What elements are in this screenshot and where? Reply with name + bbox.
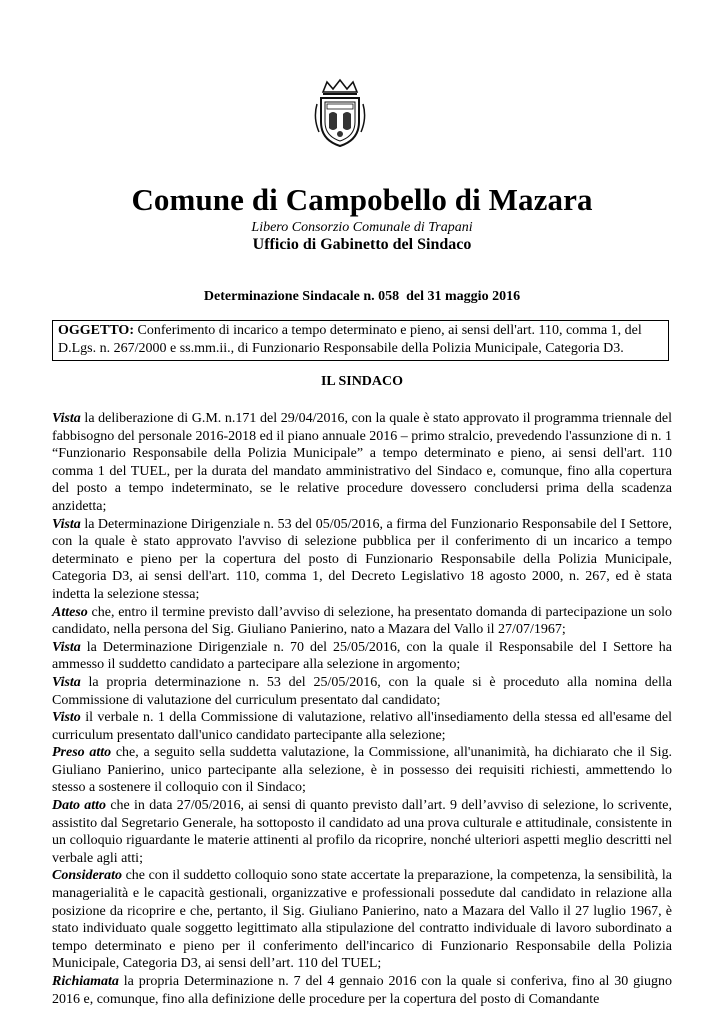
paragraph [52, 639, 672, 674]
consortium-subtitle: Libero Consorzio Comunale di Trapani [251, 220, 473, 235]
paragraph [52, 516, 672, 604]
paragraph-keyword: Preso atto [52, 745, 112, 761]
paragraph-keyword: Vista [52, 516, 81, 532]
subject-label: OGGETTO: [58, 323, 134, 338]
paragraph-text: il verbale n. 1 della Commissione di valutazione, relativo all'insediamento della stessa ed all'esame del curriculum presentato dall'unico candidato partecipante alla selezione; [52, 710, 672, 743]
paragraph [52, 410, 672, 516]
determination-reference: Determinazione Sindacale n. 058 del 31 maggio 2016 [203, 289, 521, 304]
municipality-title: Comune di Campobello di Mazara [131, 182, 593, 217]
document-body [52, 410, 672, 1008]
paragraph-text: la Determinazione Dirigenziale n. 53 del 05/05/2016, a firma del Funzionario Responsabile del I Settore, con la quale è stato approvato l'avviso di selezione pubblica per il conferimento di un incarico a tempo determinato e pieno per la copertura del posto di Funzionario Responsabile della Polizia Municipale, Categoria D3, ai sensi dell'art. 110, comma 1, del Decreto Legislativo 18 agosto 2000, n. 267, ed è stata indetta la selezione stessa; [52, 516, 672, 602]
paragraph [52, 709, 672, 744]
paragraph-text: la propria Determinazione n. 7 del 4 gennaio 2016 con la quale si conferiva, fino al 30 giugno 2016 e, comunque, fino alla definizione delle procedure per la copertura del posto di Comandante [52, 974, 672, 1007]
paragraph-keyword: Visto [52, 710, 81, 726]
paragraph [52, 973, 672, 1008]
paragraph-keyword: Vista [52, 674, 81, 690]
paragraph-keyword: Vista [52, 639, 81, 655]
section-heading: IL SINDACO [320, 374, 404, 389]
subject-box [52, 320, 669, 361]
paragraph-keyword: Atteso [52, 604, 88, 620]
paragraph [52, 674, 672, 709]
paragraph-text: che, a seguito sella suddetta valutazione, la Commissione, all'unanimità, ha dichiarato che il Sig. Giuliano Panierino, unico partecipante alla selezione, è in possesso dei requisiti richiesti, ammettendo lo stesso a sostenere il colloquio con il Sindaco; [52, 745, 672, 796]
municipal-crest-icon [313, 78, 367, 150]
paragraph-keyword: Richiamata [52, 974, 119, 989]
paragraph-keyword: Considerato [52, 868, 123, 884]
paragraph-text: che con il suddetto colloquio sono state accertate la preparazione, la competenza, la sensibilità, la managerialità e le capacità gestionali, organizzative e professionali possedute dal candidato in relazione alla posizione da ricoprire e che, pertanto, il Sig. Giuliano Panierino, nato a Mazara del Vallo il 27 luglio 1967, è stato individuato quale soggetto legittimato alla stipulazione del contratto individuale di lavoro subordinato a tempo determinato e pieno per il conferimento dell'incarico di Funzionario Responsabile della Polizia Municipale, Categoria D3, ai sensi dell’art. 110 del TUEL; [52, 868, 672, 972]
paragraph [52, 744, 672, 797]
paragraph-text: la deliberazione di G.M. n.171 del 29/04/2016, con la quale è stato approvato il programma triennale del fabbisogno del personale 2016-2018 ed il piano annuale 2016 – primo stralcio, prevedendo l'assunzione di n. 1 “Funzionario Responsabile della Polizia Municipale” a tempo determinato e pieno, ai sensi dell'art. 110 comma 1 del TUEL, per la durata del mandato amministrativo del Sindaco e, comunque, fino alla copertura del posto a tempo indeterminato, se le relative procedure dovessero concludersi prima della scadenza anzidetta; [52, 411, 672, 514]
paragraph-keyword: Vista [52, 411, 81, 426]
subject-text: Conferimento di incarico a tempo determinato e pieno, ai sensi dell'art. 110, comma 1, del D.Lgs. n. 267/2000 e ss.mm.ii., di Funzionario Responsabile della Polizia Municipale, Categoria D3. [58, 323, 642, 356]
paragraph-text: che in data 27/05/2016, ai sensi di quanto previsto dall’art. 9 dell’avviso di selezione, lo scrivente, assistito dal Segretario Generale, ha sottoposto il candidato ad una prova culturale e attitudinale, consistente in un colloquio riguardante le materie attinenti al profilo da ricoprire, nonché ulteriori aspetti meglio descritti nel verbale agli atti; [52, 798, 673, 866]
paragraph-text: la Determinazione Dirigenziale n. 70 del 25/05/2016, con la quale il Responsabile del I Settore ha ammesso il suddetto candidato a partecipare alla selezione in argomento; [52, 639, 672, 673]
paragraph-keyword: Dato atto [52, 798, 107, 814]
paragraph [52, 797, 672, 867]
paragraph-text: la propria determinazione n. 53 del 25/05/2016, con la quale si è proceduto alla nomina della Commissione di valutazione del curriculum presentato dal candidato; [52, 674, 672, 708]
paragraph-text: che, entro il termine previsto dall’avviso di selezione, ha presentato domanda di partecipazione un solo candidato, nella persona del Sig. Giuliano Panierino, nato a Mazara del Vallo il 27/07/1967; [52, 604, 672, 638]
office-name: Ufficio di Gabinetto del Sindaco [252, 236, 472, 253]
paragraph [52, 604, 672, 639]
paragraph [52, 867, 672, 973]
